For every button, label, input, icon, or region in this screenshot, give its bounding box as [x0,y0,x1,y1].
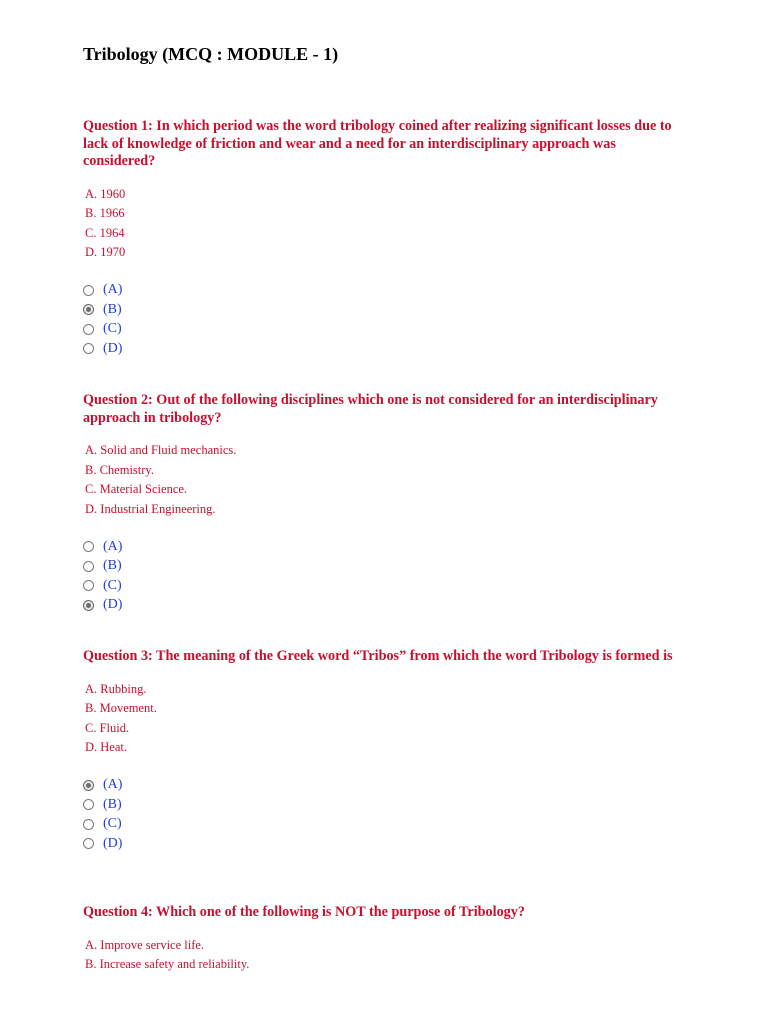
option-item: D. 1970 [85,245,126,259]
radio-button[interactable] [83,600,94,611]
option-item: B. Movement. [85,701,157,715]
answer-radio-d[interactable] [83,596,683,616]
question-text: Question 1: In which period was the word tribology coined after realizing significant losses due to lack of knowledge of friction and wear and a need for an interdisciplinary approach was considered? [83,118,672,169]
radio-button[interactable] [83,838,94,849]
radio-label[interactable]: (B) [103,796,122,812]
answer-radio-c[interactable] [83,576,683,596]
radio-button[interactable] [83,285,94,296]
radio-label[interactable]: (A) [103,538,123,554]
option-item: A. Solid and Fluid mechanics. [85,443,237,457]
page-title: Tribology (MCQ : MODULE - 1) [83,44,339,64]
radio-label[interactable]: (D) [103,340,123,356]
answer-radio-group [83,776,683,854]
radio-button[interactable] [83,304,94,315]
radio-button[interactable] [83,580,94,591]
answer-radio-a[interactable] [83,537,683,557]
radio-label[interactable]: (D) [103,597,123,613]
answer-radio-a[interactable] [83,776,683,796]
radio-label[interactable]: (B) [103,558,122,574]
answer-radio-group [83,281,683,359]
question-text: Question 2: Out of the following disciplines which one is not considered for an interdisciplinary approach in tribology? [83,392,658,426]
option-item: C. Fluid. [85,720,130,735]
answer-radio-group [83,537,683,615]
radio-button[interactable] [83,324,94,335]
radio-label[interactable]: (B) [103,301,122,317]
option-item: B. Chemistry. [85,462,154,477]
radio-label[interactable]: (A) [103,777,123,793]
radio-button[interactable] [83,780,94,791]
option-item: B. Increase safety and reliability. [85,957,250,971]
option-item: C. Material Science. [85,482,188,496]
option-item: A. Rubbing. [85,681,147,696]
option-list [83,441,683,519]
option-item: D. Industrial Engineering. [85,501,216,516]
radio-label[interactable]: (C) [103,816,122,832]
radio-label[interactable]: (D) [103,835,123,851]
answer-radio-c[interactable] [83,320,683,340]
answer-radio-a[interactable] [83,281,683,301]
question-4 [83,904,683,975]
radio-button[interactable] [83,799,94,810]
answer-radio-d[interactable] [83,834,683,854]
question-text: Question 3: The meaning of the Greek word “Tribos” from which the word Tribology is formed is [83,648,673,664]
option-item: A. Improve service life. [85,937,205,952]
option-item: B. 1966 [85,206,125,220]
option-item: D. Heat. [85,740,127,754]
question-1 [83,118,683,359]
radio-label[interactable]: (C) [103,321,122,337]
option-list [83,680,683,758]
radio-button[interactable] [83,541,94,552]
question-text: Question 4: Which one of the following is NOT the purpose of Tribology? [83,904,525,920]
radio-button[interactable] [83,343,94,354]
option-list [83,185,683,263]
answer-radio-b[interactable] [83,300,683,320]
answer-radio-b[interactable] [83,557,683,577]
radio-button[interactable] [83,561,94,572]
option-item: A. 1960 [85,186,126,201]
question-2 [83,392,683,615]
answer-radio-c[interactable] [83,815,683,835]
radio-label[interactable]: (A) [103,282,123,298]
question-3 [83,648,683,854]
option-list [83,936,683,975]
radio-label[interactable]: (C) [103,577,122,593]
answer-radio-d[interactable] [83,339,683,359]
answer-radio-b[interactable] [83,795,683,815]
radio-button[interactable] [83,819,94,830]
option-item: C. 1964 [85,225,125,240]
